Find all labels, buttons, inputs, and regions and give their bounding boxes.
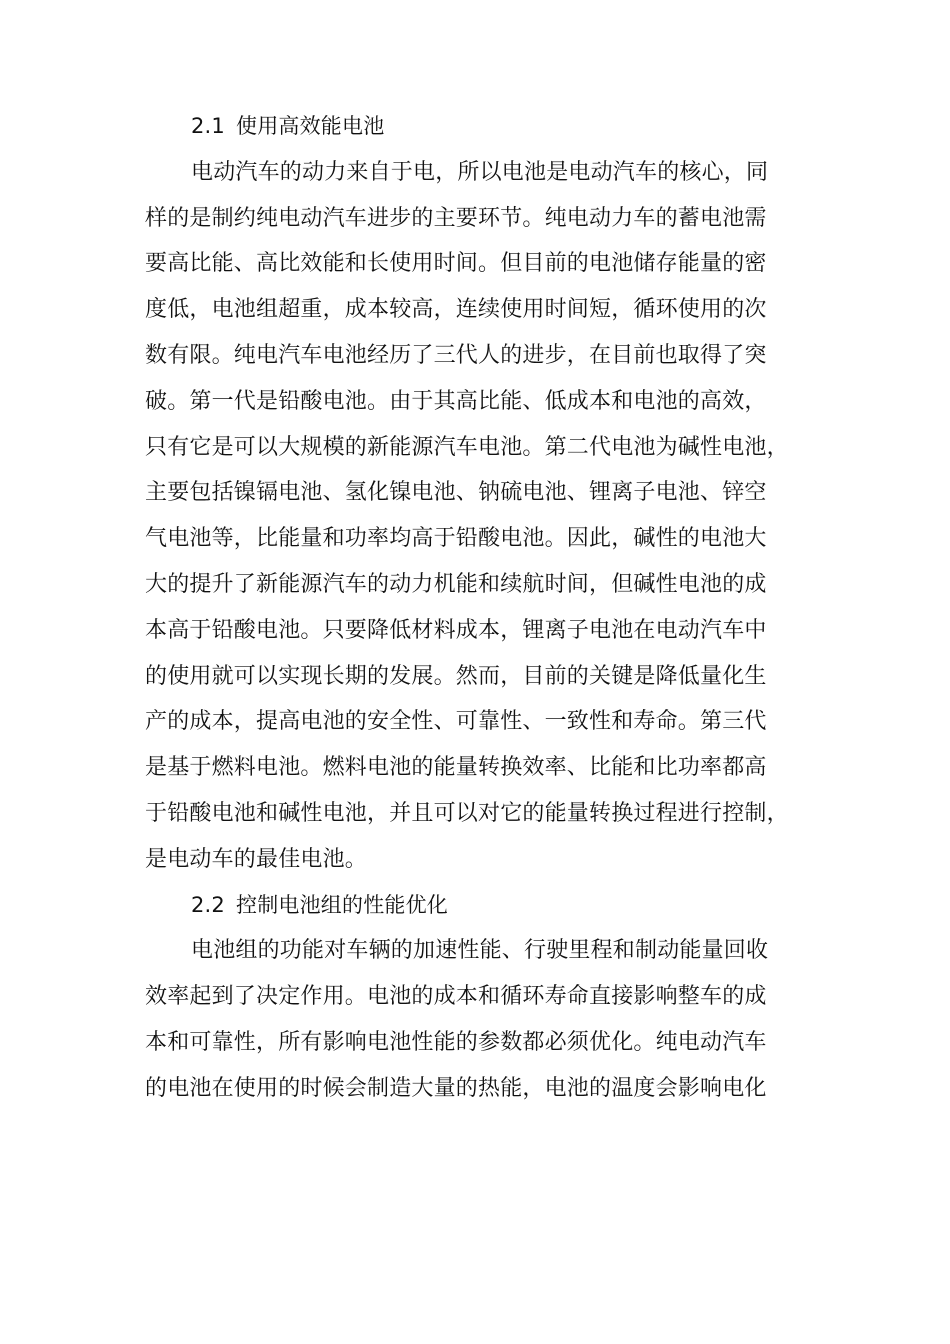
paragraph-line: 电动汽车的动力来自于电，所以电池是电动汽车的核心，同 [191, 159, 769, 185]
heading-title: 使用高效能电池 [236, 114, 385, 138]
heading-number: 2.2 [191, 892, 225, 917]
paragraph-line: 电池组的功能对车辆的加速性能、行驶里程和制动能量回收 [191, 938, 769, 964]
paragraph-line: 本和可靠性，所有影响电池性能的参数都必须优化。纯电动汽车 [145, 1029, 767, 1055]
paragraph-line: 是电动车的最佳电池。 [145, 846, 368, 872]
paragraph-line: 只有它是可以大规模的新能源汽车电池。第二代电池为碱性电池， [145, 434, 789, 460]
paragraph-line: 破。第一代是铅酸电池。由于其高比能、低成本和电池的高效， [145, 388, 767, 414]
section-heading-2-1 [145, 104, 825, 150]
paragraph-line: 气电池等，比能量和功率均高于铅酸电池。因此，碱性的电池大 [145, 526, 767, 552]
paragraph-2-2 [145, 928, 825, 1111]
paragraph-line: 大的提升了新能源汽车的动力机能和续航时间，但碱性电池的成 [145, 571, 767, 597]
paragraph-line: 效率起到了决定作用。电池的成本和循环寿命直接影响整车的成 [145, 984, 767, 1010]
paragraph-line: 数有限。纯电汽车电池经历了三代人的进步，在目前也取得了突 [145, 342, 767, 368]
heading-title: 控制电池组的性能优化 [236, 892, 448, 917]
heading-number: 2.1 [191, 114, 225, 138]
paragraph-line: 样的是制约纯电动汽车进步的主要环节。纯电动力车的蓄电池需 [145, 205, 767, 231]
paragraph-line: 度低，电池组超重，成本较高，连续使用时间短，循环使用的次 [145, 297, 767, 323]
paragraph-line: 的使用就可以实现长期的发展。然而，目前的关键是降低量化生 [145, 663, 767, 689]
paragraph-line: 是基于燃料电池。燃料电池的能量转换效率、比能和比功率都高 [145, 755, 767, 781]
section-heading-2-2 [145, 883, 825, 929]
paragraph-line: 要高比能、高比效能和长使用时间。但目前的电池储存能量的密 [145, 251, 767, 277]
document-page [145, 104, 825, 1112]
paragraph-line: 的电池在使用的时候会制造大量的热能，电池的温度会影响电化 [145, 1075, 767, 1101]
paragraph-line: 本高于铅酸电池。只要降低材料成本，锂离子电池在电动汽车中 [145, 617, 767, 643]
paragraph-line: 主要包括镍镉电池、氢化镍电池、钠硫电池、锂离子电池、锌空 [145, 480, 767, 506]
paragraph-line: 于铅酸电池和碱性电池，并且可以对它的能量转换过程进行控制， [145, 800, 789, 826]
paragraph-line: 产的成本，提高电池的安全性、可靠性、一致性和寿命。第三代 [145, 709, 767, 735]
paragraph-2-1 [145, 150, 825, 883]
